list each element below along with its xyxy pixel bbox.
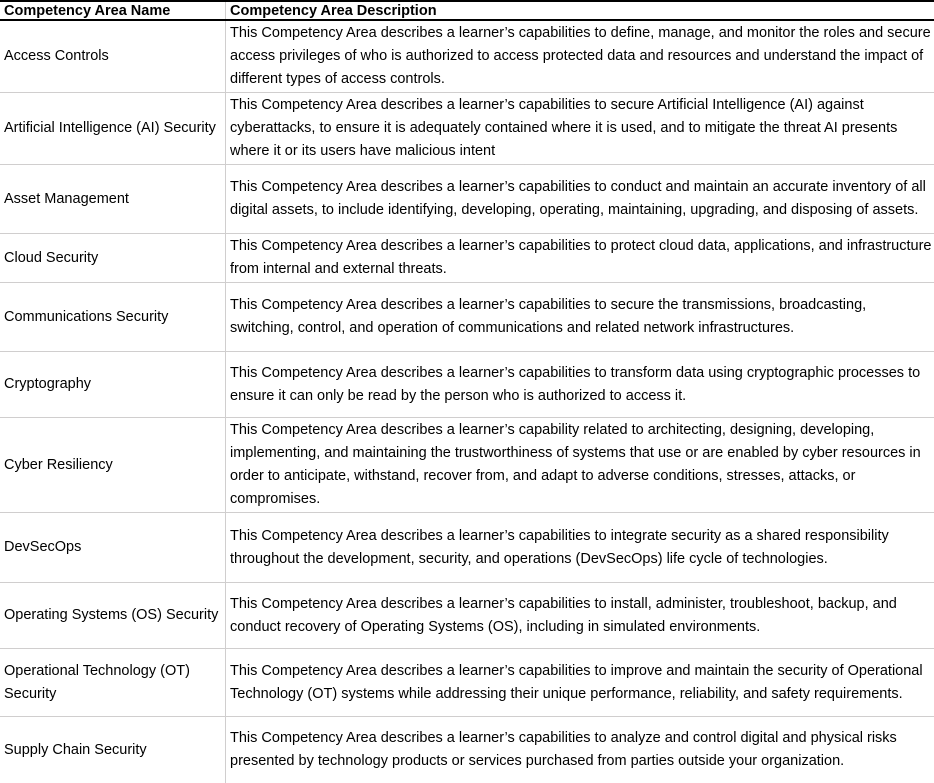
competency-name-cell: Supply Chain Security: [4, 741, 147, 758]
competency-description-cell: This Competency Area describes a learner’s capabilities to secure Artificial Intelligence (AI) against cyberattacks, to ensure it is adequately contained where it is used, and to mitigate the threat AI presents where it or its users have malicious intent: [225, 93, 934, 164]
competency-description-cell: This Competency Area describes a learner’s capabilities to analyze and control digital and physical risks presented by technology products or services purchased from parties outside your organization.: [225, 717, 934, 783]
competency-name-cell: Operational Technology (OT) Security: [4, 662, 190, 702]
competency-description-cell: This Competency Area describes a learner’s capabilities to define, manage, and monitor the roles and secure access privileges of who is authorized to access protected data and resources and understand the impact of different types of access controls.: [225, 21, 934, 92]
table-row: [0, 649, 934, 717]
competency-description-cell: This Competency Area describes a learner’s capabilities to protect cloud data, applications, and infrastructure from internal and external threats.: [225, 234, 934, 282]
table-row: [0, 234, 934, 283]
competency-description-cell: This Competency Area describes a learner’s capability related to architecting, designing, developing, implementing, and maintaining the trustworthiness of systems that use or are enabled by cyber resources in order to anticipate, withstand, recover from, and adapt to adverse conditions, stresses, attacks, or compromises.: [225, 418, 934, 512]
competency-description-cell: This Competency Area describes a learner’s capabilities to integrate security as a shared responsibility throughout the development, security, and operations (DevSecOps) life cycle of technologies.: [225, 513, 934, 582]
table-row: [0, 21, 934, 93]
table-row: [0, 93, 934, 165]
competency-description-cell: This Competency Area describes a learner’s capabilities to install, administer, troubleshoot, backup, and conduct recovery of Operating Systems (OS), including in simulated environments.: [225, 583, 934, 648]
competency-description-cell: This Competency Area describes a learner’s capabilities to secure the transmissions, broadcasting, switching, control, and operation of communications and related network infrastructures.: [225, 283, 934, 351]
table-row: [0, 352, 934, 418]
table-body: [0, 21, 934, 783]
competency-name-cell: Cryptography: [4, 376, 92, 392]
competency-name-cell: Asset Management: [4, 190, 129, 207]
table-row: [0, 418, 934, 513]
table-row: [0, 583, 934, 649]
competency-name-cell: Communications Security: [4, 308, 169, 325]
table-row: [0, 283, 934, 352]
competency-description-cell: This Competency Area describes a learner’s capabilities to improve and maintain the security of Operational Technology (OT) systems while addressing their unique performance, reliability, and safety requirements.: [225, 649, 934, 716]
table-row: [0, 165, 934, 234]
competency-description-cell: This Competency Area describes a learner’s capabilities to transform data using cryptographic processes to ensure it can only be read by the person who is authorized to access it.: [225, 352, 934, 417]
table-row: [0, 717, 934, 783]
competency-name-cell: Cloud Security: [4, 249, 99, 266]
competency-name-cell: Artificial Intelligence (AI) Security: [4, 120, 216, 136]
competency-name-cell: Operating Systems (OS) Security: [4, 607, 219, 623]
column-header-name: Competency Area Name: [4, 2, 171, 19]
competency-name-cell: Cyber Resiliency: [4, 456, 113, 473]
competency-description-cell: This Competency Area describes a learner’s capabilities to conduct and maintain an accurate inventory of all digital assets, to include identifying, developing, operating, maintaining, upgrading, and disposing of assets.: [225, 165, 934, 233]
competency-name-cell: DevSecOps: [4, 539, 82, 555]
column-header-description: Competency Area Description: [225, 2, 934, 19]
competency-name-cell: Access Controls: [4, 48, 109, 64]
table-row: [0, 513, 934, 583]
table-header-row: [0, 2, 934, 21]
